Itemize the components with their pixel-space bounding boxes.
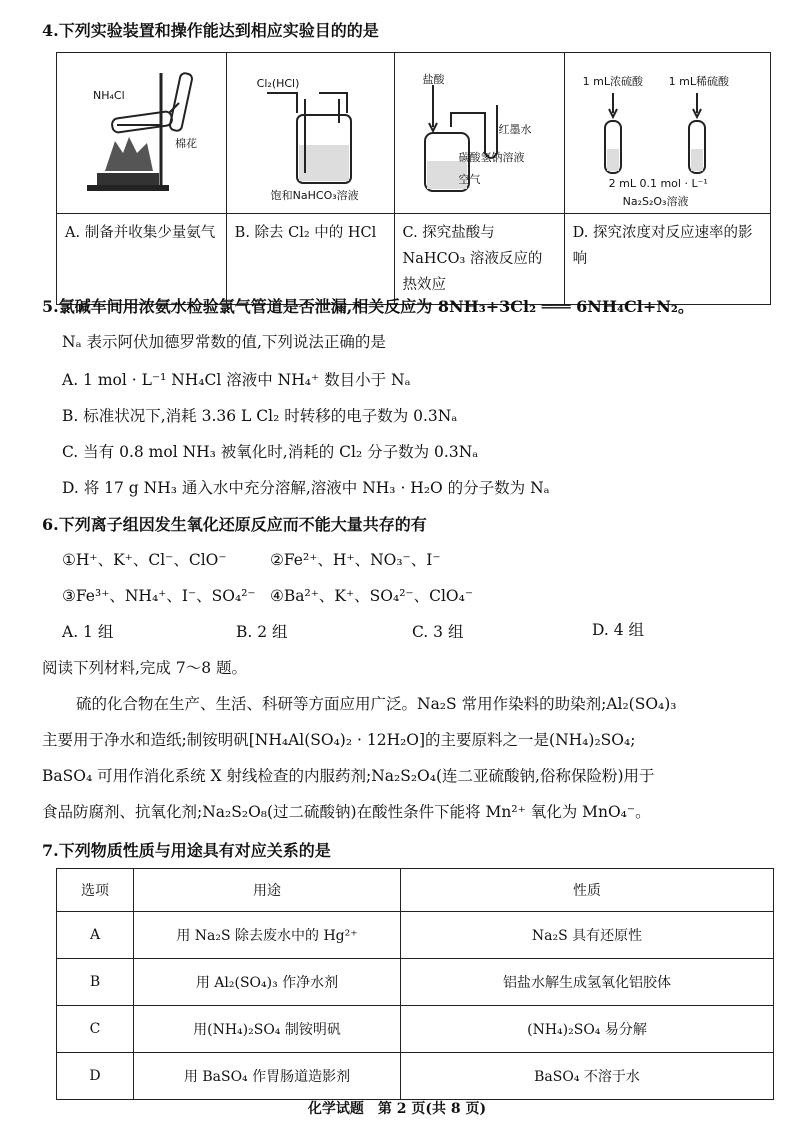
reading-intro: 阅读下列材料,完成 7～8 题。: [42, 659, 248, 677]
label-red-ink: 红墨水: [498, 123, 532, 136]
row-b-property: 铝盐水解生成氢氧化铝胶体: [401, 959, 774, 1006]
q6-group-2: ②Fe²⁺、H⁺、NO₃⁻、I⁻: [270, 551, 441, 569]
figure-c: [394, 53, 564, 214]
q4-apparatus-table: [56, 52, 771, 305]
table-row[interactable]: [57, 912, 774, 959]
q5-option-b[interactable]: B. 标准状况下,消耗 3.36 L Cl₂ 时转移的电子数为 0.3Nₐ: [62, 407, 458, 425]
header-property: 性质: [401, 869, 774, 912]
figure-a: [57, 53, 227, 214]
row-c-property: (NH₄)₂SO₄ 易分解: [401, 1006, 774, 1053]
q5-option-d[interactable]: D. 将 17 g NH₃ 通入水中充分溶解,溶液中 NH₃ · H₂O 的分子数为 Nₐ: [62, 479, 550, 497]
q4-stem: 4.下列实验装置和操作能达到相应实验目的的是: [42, 21, 379, 40]
label-hcl: 盐酸: [422, 73, 445, 86]
label-conc-h2so4: 1 mL浓硫酸: [582, 75, 643, 88]
reading-line-3: BaSO₄ 可用作消化系统 X 射线检查的内服药剂;Na₂S₂O₄(连二亚硫酸钠,俗称保险粉)用于: [42, 767, 655, 785]
figure-b: [226, 53, 394, 214]
row-a-property: Na₂S 具有还原性: [401, 912, 774, 959]
q5-option-c[interactable]: C. 当有 0.8 mol NH₃ 被氧化时,消耗的 Cl₂ 分子数为 0.3Nₐ: [62, 443, 479, 461]
row-b-use: 用 Al₂(SO₄)₃ 作净水剂: [134, 959, 401, 1006]
label-air: 空气: [458, 173, 481, 186]
page-footer: 化学试题 第 2 页(共 8 页): [307, 1101, 487, 1117]
q6-stem: 6.下列离子组因发生氧化还原反应而不能大量共存的有: [42, 515, 427, 534]
q6-option-d[interactable]: D. 4 组: [592, 621, 645, 639]
label-nahco3: 饱和NaHCO₃溶液: [270, 189, 359, 202]
label-nahco3-solution: 碳酸氢钠溶液: [458, 151, 525, 164]
q4-option-a[interactable]: A. 制备并收集少量氨气: [57, 214, 227, 305]
table-row[interactable]: [57, 1053, 774, 1100]
label-nh4cl: NH₄Cl: [93, 89, 125, 102]
row-d-option: D: [57, 1053, 134, 1100]
q6-option-c[interactable]: C. 3 组: [412, 623, 464, 641]
row-a-option: A: [57, 912, 134, 959]
label-na2s2o3: Na₂S₂O₃溶液: [622, 195, 689, 208]
figure-d: [564, 53, 770, 214]
table-row[interactable]: [57, 1006, 774, 1053]
reading-line-2: 主要用于净水和造纸;制铵明矾[NH₄Al(SO₄)₂ · 12H₂O]的主要原料之一是(NH₄)₂SO₄;: [42, 731, 636, 749]
q4-option-b[interactable]: B. 除去 Cl₂ 中的 HCl: [226, 214, 394, 305]
q4-option-c[interactable]: C. 探究盐酸与 NaHCO₃ 溶液反应的热效应: [394, 214, 564, 305]
q5-stem-line2: Nₐ 表示阿伏加德罗常数的值,下列说法正确的是: [62, 333, 386, 351]
heat-effect-apparatus-icon: [395, 53, 565, 213]
label-cl2-hcl: Cl₂(HCl): [256, 77, 300, 90]
table-header-row: [57, 869, 774, 912]
label-cotton: 棉花: [175, 137, 197, 150]
q6-group-4: ④Ba²⁺、K⁺、SO₄²⁻、ClO₄⁻: [270, 587, 474, 605]
header-option: 选项: [57, 869, 134, 912]
q6-option-a[interactable]: A. 1 组: [62, 623, 114, 641]
label-dil-h2so4: 1 mL稀硫酸: [668, 75, 729, 88]
row-b-option: B: [57, 959, 134, 1006]
q4-option-d[interactable]: D. 探究浓度对反应速率的影响: [564, 214, 770, 305]
q5-stem-line1: 5.氯碱车间用浓氨水检验氯气管道是否泄漏,相关反应为 8NH₃+3Cl₂ ═══ 6NH₄Cl+N₂。: [42, 297, 694, 316]
row-d-property: BaSO₄ 不溶于水: [401, 1053, 774, 1100]
q7-stem: 7.下列物质性质与用途具有对应关系的是: [42, 841, 331, 860]
q6-option-b[interactable]: B. 2 组: [236, 623, 288, 641]
label-concentration: 2 mL 0.1 mol · L⁻¹: [608, 177, 708, 190]
reading-line-4: 食品防腐剂、抗氧化剂;Na₂S₂O₈(过二硫酸钠)在酸性条件下能将 Mn²⁺ 氧化为 MnO₄⁻。: [42, 803, 651, 821]
q5-option-a[interactable]: A. 1 mol · L⁻¹ NH₄Cl 溶液中 NH₄⁺ 数目小于 Nₐ: [62, 371, 411, 389]
ammonia-apparatus-icon: [57, 53, 227, 213]
row-d-use: 用 BaSO₄ 作胃肠道造影剂: [134, 1053, 401, 1100]
q6-group-3: ③Fe³⁺、NH₄⁺、I⁻、SO₄²⁻: [62, 587, 256, 605]
table-row[interactable]: [57, 959, 774, 1006]
header-use: 用途: [134, 869, 401, 912]
q7-table: [56, 868, 774, 1100]
q6-group-1: ①H⁺、K⁺、Cl⁻、ClO⁻: [62, 551, 227, 569]
row-c-use: 用(NH₄)₂SO₄ 制铵明矾: [134, 1006, 401, 1053]
reading-line-1: 硫的化合物在生产、生活、科研等方面应用广泛。Na₂S 常用作染料的助染剂;Al₂(SO₄)₃: [76, 695, 677, 713]
row-c-option: C: [57, 1006, 134, 1053]
row-a-use: 用 Na₂S 除去废水中的 Hg²⁺: [134, 912, 401, 959]
